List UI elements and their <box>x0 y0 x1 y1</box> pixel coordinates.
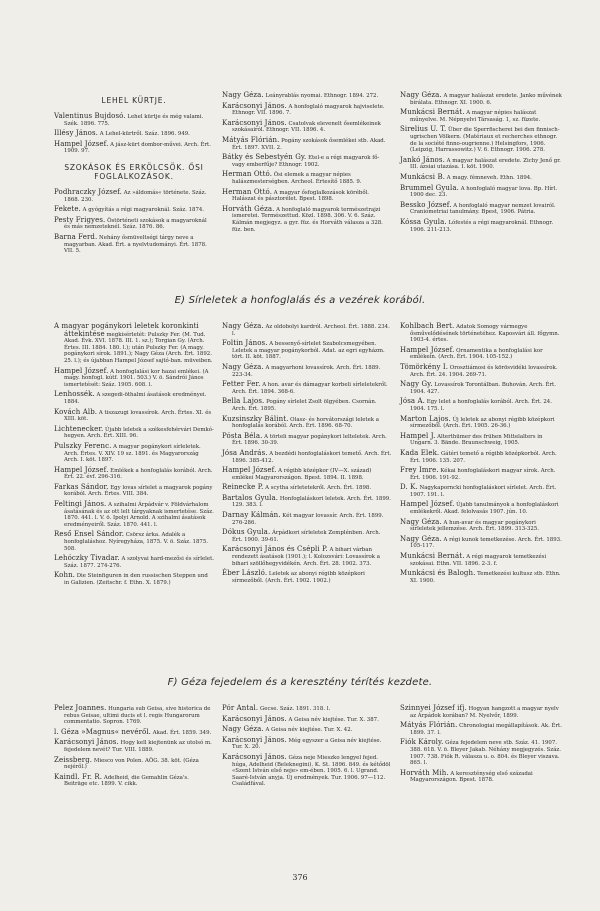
entry-text: Pogány szokások ősemlékei stb. Akad. Ért. 1897. XVII. 2. <box>232 137 386 151</box>
entry-text: A hon. avar és dámagyar korbeli sírleletekről. Arch. Ért. 1894. 368-6. <box>232 382 388 395</box>
bibliography-entry <box>400 467 562 481</box>
entry-text: A magyar halászat eredete. Zichy Jenő gr. III. ázsiai utazása. I. köt. 1900. <box>410 157 561 171</box>
bibliography-entry <box>222 716 392 724</box>
entry-author: Hampel J. <box>400 431 436 440</box>
entry-text: Lehel kürtje és még valami. Szék. 1896. 775. <box>64 114 204 127</box>
top-column-1 <box>54 92 214 258</box>
entry-text: A honfoglalási kor hazai emlékei. (A magy. honfogl. kútf. 1901. 503.) V. ö. Sándrói János ismertetését: Száz. 1905. 608. l. <box>64 368 209 388</box>
entry-author: Reinecke P. <box>222 483 264 492</box>
entry-author: Mátyás Flórián. <box>222 135 280 144</box>
entry-text: Gátéri temető a régibb középkorból. Arch. Ért. 1906. 135. 207. <box>410 450 557 464</box>
bibliography-entry <box>400 323 562 344</box>
entry-text: A hun-avar és magyar pogánykori sírleletek jellemzése. Arch. Ért. 1899. 313-325. <box>410 519 540 533</box>
middle-column-1 <box>54 323 214 590</box>
bibliography-entry <box>222 103 392 117</box>
bibliography-entry <box>400 364 562 378</box>
entry-author: Karácsonyi János és Csépli P. <box>222 545 328 554</box>
middle-col3-entries <box>400 323 562 584</box>
bibliography-entry <box>222 340 392 361</box>
bibliography-entry <box>222 737 392 751</box>
bibliography-entry <box>400 185 562 199</box>
entry-author: Feltingi János. <box>54 500 107 509</box>
bibliography-entry <box>400 770 562 784</box>
entry-text: A scytha sírletetekről. Arch. Ért. 1898. <box>263 485 372 492</box>
bibliography-entry <box>400 722 562 736</box>
entry-text: A honfoglaló magyarok hajviselete. Ethnogr. VII. 1896. 7. <box>232 103 385 117</box>
bibliography-entry <box>400 416 562 430</box>
bibliography-entry <box>54 234 214 255</box>
entry-text: A bihari várban rendezett ásatások (1901.); l. Kolozsvári: Lovassírok a bihari szöllőhegyvidékén. Arch. Ért. 28. 1902. 373. <box>232 547 380 567</box>
entry-text: Hogyan hangzott a magyar nyelv az Árpádok korában? M. Nyelvőr, 1899. <box>410 706 559 719</box>
bibliography-entry <box>54 739 214 753</box>
entry-text: Pogány sírlelet Zsolt ölgyében. Csornán. Arch. Ért. 1895. <box>232 399 377 412</box>
entry-text: Egy lovas sírlelet a magyarok pogány korából. Arch. Értes. VIII. 384. <box>64 484 213 498</box>
entry-text: Lófestés a régi magyaroknál. Ethnogr. 1906. 211-213. <box>410 219 554 233</box>
bibliography-entry <box>400 553 562 567</box>
entry-text: Nagykaporncki honfoglaláskori sírlelet. Arch. Ért. 1907. 191. l. <box>410 485 557 498</box>
section-f-title: F) Géza fejedelem és a keresztény térítés kezdete. <box>167 677 433 688</box>
entry-text: Újabb leletek a székesfehérvári Demkó-hegyen. Arch. Ért. XIII. 96. <box>64 426 214 440</box>
entry-text: A jász-kürt dombor-művei. Arch. Ért. 1909. 97. <box>64 141 211 155</box>
bottom-column-1 <box>54 705 214 791</box>
entry-author: Barna Ferd. <box>54 232 98 241</box>
bibliography-entry <box>400 519 562 533</box>
entry-text: Gecse. Száz. 1891. 318. l. <box>258 706 331 712</box>
entry-text: Leletek az abonyi régibb középkori sírmezőből. (Arch. Ért. 1902. 1902.) <box>232 571 365 584</box>
bibliography-entry <box>222 529 392 543</box>
middle-col2-entries <box>222 323 392 584</box>
entry-text: Adatok Somogy vármegye ősművelődésének történetéhez. Kaposvári áll. főgymn. 1903-4. értes. <box>410 324 560 344</box>
bibliography-entry <box>54 443 214 464</box>
entry-text: A honfoglaló magyar nemzet lovairól. Craniometriai tanulmány. Bpest, 1906. Pátria. <box>410 202 556 216</box>
entry-author: Jankó János. <box>400 155 445 164</box>
entry-author: Karácsonyi János. <box>54 738 119 747</box>
bibliography-entry <box>54 141 214 155</box>
entry-author: Hampel József. <box>54 465 109 474</box>
bibliography-entry <box>400 92 562 106</box>
entry-text: Csörsz árka. Adalék a honfoglaláshoz. Nyíregyháza, 1875. V. ö. Száz. 1875. 508. <box>64 532 208 552</box>
entry-text: Nehány ősmüveltségi tárgy neve a magyarban. Akad. Ért. a nyelvtudományi. Ért. 1878. VII. 5. <box>64 234 207 255</box>
entry-text: Miesco von Polen. AÖG. 38. köt. (Géza nejéről.) <box>64 757 199 771</box>
entry-text: A magy. fémneveh. Ethn. 1894. <box>445 174 532 181</box>
bibliography-entry <box>222 364 392 378</box>
entry-author: Bella Lajos. <box>222 397 265 406</box>
bibliography-entry <box>222 398 392 412</box>
bibliography-entry <box>400 347 562 361</box>
entry-author: Horváth Géza. <box>222 204 275 213</box>
entry-text: A honfoglaló magyar lova. Bp. Hírl. 1900 dec. 23. <box>410 185 558 199</box>
entry-text: Olasz- és horvátországi leletek a honfoglalás korából. Arch. Ért. 1896. 68-70. <box>232 416 379 430</box>
bibliography-entry <box>400 174 562 182</box>
entry-author: Kohlbach Bert. <box>400 322 455 330</box>
entry-author: Marton Lajos. <box>400 414 451 423</box>
entry-text: A bezdédi honfoglaláskori temető. Arch. Ért. 1896. 385-412. <box>232 450 392 464</box>
bibliography-entry <box>222 546 392 567</box>
entry-author: Hampel József. <box>222 466 277 475</box>
bibliography-entry <box>400 705 562 719</box>
entry-author: Nagy Gy. <box>400 380 433 389</box>
entry-author: Kovách Alb. <box>54 407 98 416</box>
entry-text: Két magyar lovassír. Arch. Ért. 1899. 276-286. <box>232 513 384 526</box>
entry-author: Jósa András. <box>222 448 268 457</box>
entry-author: Szinnyei József ifj. <box>400 704 467 712</box>
bibliography-entry <box>54 113 214 127</box>
entry-text: A gyógyítás a régi magyaroknál. Száz. 1874. <box>80 207 205 214</box>
entry-author: Reső Ensel Sándor. <box>54 530 125 539</box>
entry-author: Herman Ottó. <box>222 187 273 196</box>
entry-author: Dókus Gyula. <box>222 528 271 537</box>
entry-text: A magyar halászat eredete. Janko művének bírálata. Ethnogr. XI. 1900. 6. <box>410 93 562 106</box>
entry-text: Ornamentika a honfoglalási kor emlékein. (Arch. Ért. 1904. 105-152.) <box>410 347 543 361</box>
entry-author: Jósa A. <box>400 397 425 406</box>
entry-text: Chronologiai megállapítások. Ak. Ért. 1899. 37. l. <box>410 723 562 736</box>
entry-author: Foltin János. <box>222 339 268 348</box>
top-col1-entries-2 <box>54 189 214 255</box>
entry-author: Bessko József. <box>400 200 452 209</box>
entry-author: Pósta Béla. <box>222 431 263 440</box>
entry-text: Alterthümer des frühen Mittelalters in Ungarn. 3. Bände. Braunschweig, 1905. <box>410 433 543 447</box>
entry-text: Lovassírok Torontálban. Buhován. Arch. Ért. 1904. 427. <box>410 382 556 395</box>
bibliography-entry <box>54 705 214 726</box>
entry-text: Géza fejedelem neve stb. Száz. 41. 1907. 388. 618. V. ö. Bleyer Jakab. Néhány megjegyzés. Száz. 1907. 738. Fiók R. válasza u. o. 804. és Bleyer viszava. 865. l. <box>410 740 561 767</box>
entry-author: Kada Elek. <box>400 448 440 457</box>
entry-author: l. Géza »Magnus« nevéről. <box>54 727 152 736</box>
entry-author: Herman Ottó. <box>222 170 273 179</box>
entry-author: Éber László. <box>222 569 268 578</box>
entry-text: Über die Sperrfischerei bei den finnisch-ugrischen Völkern. (Matériaux et recherches ethnogr. de la société finno-ougrienne.) Helsingfors, 1906. (Leipzig, Harrassowitz.) V. 6. Ethnogr. 1906. 278. <box>410 127 560 154</box>
entry-author: Illésy János. <box>54 129 98 138</box>
bibliography-entry <box>54 206 214 214</box>
middle-col1-entries <box>54 323 214 587</box>
top-col1-entries-1 <box>54 113 214 155</box>
entry-author: Nagy Géza. <box>222 322 264 330</box>
entry-text: A kereszténység első századai Magyarországon. Bpest. 1878. <box>410 770 533 784</box>
bibliography-entry <box>400 536 562 550</box>
entry-text: A törteli magyar pogánykori lelteletek. Arch. Ért. 1896. 30-39. <box>232 433 387 447</box>
entry-text: Adelheid, die Gemahlin Géza's. Beiträge etc. 1899. V. cikk. <box>64 774 189 788</box>
entry-text: A régibb középkor (IV—X. század) emlékei Magyarországon. Bpest. 1894. II. 1898. <box>232 468 372 481</box>
bibliography-entry <box>222 754 392 788</box>
entry-author: Horváth Mih. <box>400 768 449 777</box>
entry-author: Valentinus Bujdosó. <box>54 112 126 120</box>
bibliography-entry <box>54 501 214 528</box>
entry-author: Zeissberg. <box>54 755 93 764</box>
entry-text: A régi magyarok temetkezési szokásai. Ethn. VII. 1896. 2-3. f. <box>410 554 547 567</box>
entry-text: A szegedi-öthalmi ásatások eredményei. 1884. <box>64 392 207 405</box>
section-e-title: E) Sírleletek a honfoglalás és a vezérek korából. <box>174 295 426 306</box>
entry-text: Emlékek a honfoglalás korából. Arch. Ért. 22. évf. 296-316. <box>64 467 213 481</box>
entry-author: Kaindl. Fr. R. <box>54 772 103 781</box>
entry-author: Karácsonyi János. <box>222 714 287 723</box>
entry-text: Géza neje Mieszko lengyel fejed. húga, Adelheid (Beleknegini). K. St. 1896. 849. és kétődöl «Szent István első neje» em-ében. 1905. 6. l. Ugrand. Saaré-István anyja. Új eredmények. Tur. 1906. 97—112. Családfával. <box>232 754 391 788</box>
bottom-column-2 <box>222 705 392 791</box>
bibliography-entry <box>222 154 392 168</box>
entry-text: A magyarhoni lovassírok. Arch. Ért. 1889. 223-34. <box>232 364 381 378</box>
entry-text: Az »áldomás« története. Száz. 1868. 230. <box>64 189 207 203</box>
entry-text: A régi kunok temetkezése. Arch. Ért. 1893. 105-117. <box>410 536 562 550</box>
entry-text: A szihalmi Árpádvár v. Földvárhalom ásatásának és az ott lelt tárgyaknak ismertetése. Száz. 1870. 441. l. V. ö. Ipolyi Arnold. A szihalmi ásatások eredményeiről. Száz. 1870. 441. l. <box>64 502 214 528</box>
bottom-col2-entries <box>222 705 392 788</box>
bibliography-entry <box>222 433 392 447</box>
bibliography-entry <box>400 219 562 233</box>
entry-text: A magyar pogánykori sírleletek. Arch. Értes. V. XIV. 19 sz. 1891. és Magyarország Arch. I. köt. 1897. <box>64 443 201 464</box>
bibliography-entry <box>54 217 214 231</box>
entry-author: Darnay Kálmán. <box>222 511 281 520</box>
entry-text: A magyar népies halászat műnyelve. M. Népnyelvi Társaság. 1, sz. füzete. <box>410 110 541 123</box>
entry-author: Munkácsi B. <box>400 172 446 181</box>
entry-text: A magyar ősfoglalkozások köréből. Halászat és pásztorélet. Bpest. 1898. <box>232 189 370 203</box>
page-number: 376 <box>292 873 308 882</box>
top-col3-entries <box>400 92 562 233</box>
entry-author: Pelez Joannes. <box>54 704 107 712</box>
entry-text: Ősi elemek a magyar népies halászmesterségben. Archeol. Értesítő 1885. 9. <box>232 172 362 185</box>
entry-author: Hampel József. <box>400 500 455 509</box>
bibliography-entry <box>222 92 392 100</box>
entry-author: Nagy Géza. <box>400 534 442 543</box>
bibliography-entry <box>222 416 392 430</box>
entry-author: Kuzsinszky Bálint. <box>222 414 289 423</box>
bibliography-entry <box>54 774 214 788</box>
entry-text: Egy lelet a honfoglalás korából. Arch. Ért. 24. 1904. 175. l. <box>410 399 552 412</box>
entry-author: Kóssa Gyula. <box>400 217 447 226</box>
bibliography-entry <box>222 570 392 584</box>
bottom-column-3 <box>400 705 562 787</box>
entry-author: Nagy Géza. <box>400 91 442 99</box>
entry-author: Farkas Sándor. <box>54 482 109 491</box>
entry-text: A honfoglaló magyarok természetrajzi ismeretei. Természettud. Közl. 1898. 306. V. 6. Száz. Kálmán megjegyz. a gyr. füz. és Horváth válasza a 328. füz. ben. <box>232 206 383 233</box>
entry-text: Új leletek az abonyi régibb középkori sírmezőből. (Arch. Ért. 1905. 26-36.) <box>410 416 555 430</box>
entry-author: Kohn. <box>54 571 75 580</box>
bibliography-entry <box>222 120 392 134</box>
bibliography-entry <box>222 206 392 233</box>
entry-text: Honfoglaláskori leletek. Arch. Ért. 1899. 129. 383. l. <box>232 495 391 509</box>
entry-text: Leányrablás nyomai. Ethnogr. 1894. 272. <box>263 93 379 99</box>
entry-author: Karácsonyi János. <box>222 752 287 761</box>
entry-author: Hampel József. <box>54 366 109 375</box>
entry-text: Hogy kell kiejtenünk az utolsó m. fejedelem nevét? Tur. VIII. 1889. <box>64 740 212 753</box>
bibliography-entry <box>54 572 214 586</box>
entry-author: Tömörkény I. <box>400 362 449 371</box>
entry-text: megkisérletét: Pulszky Fer. (M. Tud. Akad. Évk. XVI. 1878. III. 1. sz.); Torgian Gy. (Arch. Értes. III. 1884. 180. l.); után Pulszky Fer. (A magy. pogánykori sírok. 1891.); Nagy Géza (Arch. Ért. 1892. 25. l.); és újabban Hampel József sajtó-ban. müveiben. <box>64 331 213 364</box>
bibliography-entry <box>400 157 562 171</box>
entry-author: Frey Imre. <box>400 466 439 475</box>
entry-text: Kékai honfoglaláskori magyar sírok. Arch. Ért. 1906. 191-92. <box>410 468 556 481</box>
entry-text: Újabb tanulmányok a honfoglaláskori emlékekről. Akad. felolvasás 1907. jún. 10. <box>410 502 559 516</box>
middle-column-3 <box>400 323 562 587</box>
bibliography-entry <box>400 484 562 498</box>
bibliography-entry <box>222 467 392 481</box>
entry-author: Nagy Géza. <box>222 362 264 371</box>
bibliography-entry <box>54 531 214 552</box>
bibliography-entry <box>400 739 562 766</box>
entry-author: Mátyás Flórián. <box>400 721 458 730</box>
entry-author: Munkácsi és Balogh. <box>400 569 476 578</box>
entry-text: Csatolvak elevenelt ősemlékeinek szokásairól. Ethnogr. VII. 1896. 4. <box>232 120 381 134</box>
bibliography-entry <box>222 512 392 526</box>
top-col2-entries <box>222 92 392 233</box>
entry-author: Lenhossék. <box>54 390 95 399</box>
entry-text: A szolyvai hard-mezősi és sírlelet. Száz. 1877. 274-276. <box>64 556 214 569</box>
entry-text: Árpádkori sírleletek Zemplénben. Arch. Ért. 1900. 39-61. <box>232 530 381 543</box>
entry-author: Lichtenecker. <box>54 424 104 433</box>
entry-author: Podhraczky József. <box>54 187 122 196</box>
bottom-col3-entries <box>400 705 562 784</box>
entry-author: Brummel Gyula. <box>400 183 459 192</box>
bibliography-entry <box>54 484 214 498</box>
entry-author: Karácsonyi János. <box>222 101 287 110</box>
bibliography-entry <box>400 202 562 216</box>
entry-text: Akad. Ért. 1859. 349. <box>151 729 212 736</box>
bibliography-entry <box>222 381 392 395</box>
entry-author: Karácsonyi János. <box>222 118 287 127</box>
bottom-col1-entries <box>54 705 214 788</box>
bibliography-entry <box>222 450 392 464</box>
bibliography-entry <box>400 381 562 395</box>
bibliography-entry <box>222 726 392 734</box>
entry-author: Fiók Károly. <box>400 738 444 747</box>
bibliography-entry <box>54 130 214 138</box>
heading-szokasok: SZOKÁSOK ÉS ERKÖLCSÖK. ŐSI FOGLALKOZÁSOK. <box>64 162 204 181</box>
bibliography-entry <box>54 426 214 440</box>
entry-text: A tiszazugi lovassírok. Arch. Értes. XI. és XIII. köt. <box>64 409 212 423</box>
entry-author: Nagy Géza. <box>222 91 264 99</box>
entry-author: Lehóczky Tivadar. <box>54 554 120 563</box>
entry-text: A Geisa név kiejtése. Tur. X. 387. <box>286 716 379 723</box>
entry-text: Östörténeti szokások a magyaroknál és más nemzeteknél. Száz. 1876. 86. <box>64 217 207 231</box>
entry-text: Hungaria sub Geisa, sive historica de rebus Geisae, ultimi ducis et l. regis Hungarorum commentatio. Sopron. 1769. <box>64 706 211 726</box>
bibliography-entry <box>400 126 562 153</box>
bibliography-entry <box>222 484 392 492</box>
top-column-2 <box>222 92 392 236</box>
bibliography-entry <box>54 368 214 389</box>
entry-text: Die Steinfiguren in den russischen Steppen und in Galizien. (Zeitschr. f. Ethn. X. 1879.) <box>64 573 208 586</box>
entry-author: Sirelius U. T. <box>400 125 447 134</box>
entry-author: Munkácsi Bernát. <box>400 552 465 561</box>
heading-lehel-kurtje: LEHEL KÜRTJE. <box>101 96 167 105</box>
bibliography-entry <box>54 391 214 405</box>
bibliography-entry <box>54 409 214 423</box>
bibliography-entry <box>54 757 214 771</box>
bibliography-entry <box>54 467 214 481</box>
bibliography-entry <box>400 501 562 515</box>
entry-author: D. K. <box>400 483 418 492</box>
top-column-3 <box>400 92 562 236</box>
entry-text: A bessenyő-sírlelet Szabolcsmegyében. Leletek a magyar pogánykorból. Adat. az egri egyházm. tört. II. köt. 1887. <box>232 341 385 361</box>
entry-author: Bátky és Sebestyén Gy. <box>222 153 307 162</box>
bibliography-entry <box>54 323 214 365</box>
bibliography-entry <box>400 398 562 412</box>
entry-text: Orosztiámosi és körösvidéki lovassírok. Arch. Ért. 24. 1904. 269-71. <box>410 364 558 378</box>
entry-author: Nagy Géza. <box>222 725 264 734</box>
bibliography-entry <box>400 109 562 123</box>
bibliography-entry <box>222 171 392 185</box>
entry-author: Bartalos Gyula. <box>222 493 279 502</box>
bibliography-entry <box>222 323 392 337</box>
bibliography-entry <box>222 189 392 203</box>
entry-text: Még egyszer a Geisa név kiejtése. Tur. X. 20. <box>232 737 382 751</box>
bibliography-entry <box>400 433 562 447</box>
entry-author: Hampel József. <box>54 139 109 148</box>
entry-author: Pulszky Ferenc. <box>54 441 112 450</box>
entry-text: Az oldobolyi kardról. Archeol. Ért. 1888. 234. l. <box>232 324 390 337</box>
entry-text: A Geisa név kiejtése. Tur. X. 42. <box>263 727 353 734</box>
middle-column-2 <box>222 323 392 587</box>
bibliography-entry <box>54 189 214 203</box>
bibliography-entry <box>222 137 392 151</box>
entry-author: Fetter Fer. <box>222 380 261 389</box>
entry-text: Temetkezési kultusz stb. Ethn. XI. 1900. <box>410 571 561 584</box>
entry-author: Fekete. <box>54 205 81 214</box>
bibliography-entry <box>400 450 562 464</box>
entry-author: Pór Antal. <box>222 704 259 712</box>
entry-author: Pesty Frigyes. <box>54 215 106 224</box>
bibliography-entry <box>54 729 214 737</box>
bibliography-entry <box>54 555 214 569</box>
bibliography-entry <box>222 705 392 713</box>
entry-author: Hampel József. <box>400 345 455 354</box>
entry-text: A Lehel-kürtről. Száz. 1896. 949. <box>97 131 190 138</box>
entry-author: Karácsonyi János. <box>222 735 287 744</box>
entry-author: Munkácsi Bernát. <box>400 108 465 117</box>
bibliography-entry <box>400 570 562 584</box>
bibliography-entry <box>222 495 392 509</box>
entry-author: Nagy Géza. <box>400 517 442 526</box>
entry-author: A magyar pogánykori leletek koronkinti áttekintése <box>54 322 199 338</box>
entry-text: Etel-e a régi magyarok fő-vagy emberfűje? Ethnogr. 1902. <box>232 155 380 168</box>
